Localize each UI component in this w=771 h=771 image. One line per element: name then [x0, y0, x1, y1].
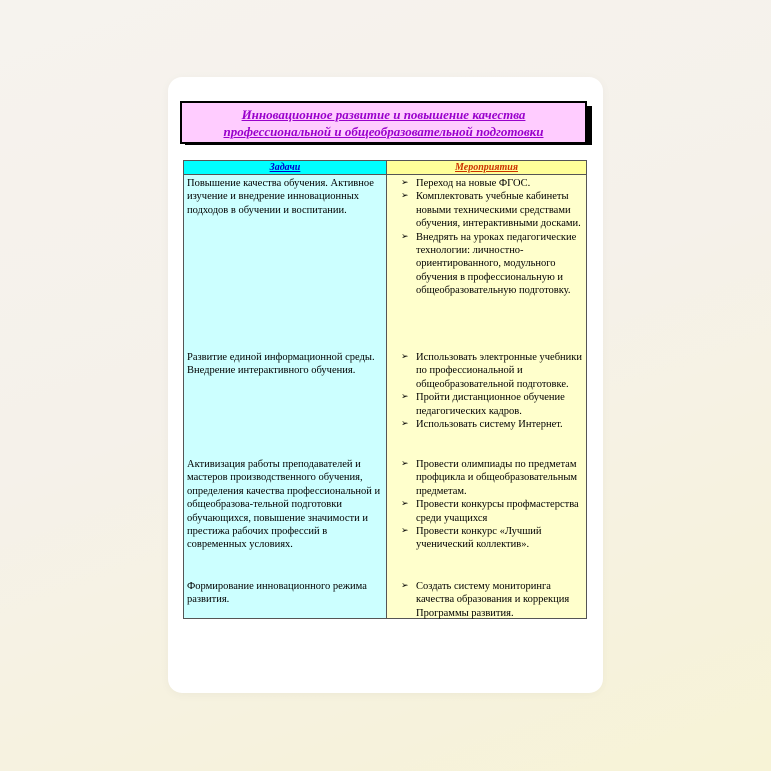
- arrow-bullet-icon: ➢: [401, 459, 409, 469]
- title-box: [180, 101, 587, 144]
- task-cell-3: Активизация работы преподавателей и мастеров производственного обучения, определения качества профессиональной и общеобразова-тельной подготовки обучающихся, повышение значимости и престижа рабочих профессий в современных условиях.: [187, 459, 381, 551]
- title-block: [180, 101, 592, 145]
- list-item: ➢ Использовать электронные учебники по профессиональной и общеобразовательной подготовке.: [401, 352, 583, 390]
- actions-list-2: [387, 351, 587, 431]
- document-card: [168, 77, 603, 693]
- task-cell-4: Формирование инновационного режима развития.: [187, 581, 367, 606]
- table-body: [184, 175, 586, 618]
- title-line-2: профессиональной и общеобразовательной подготовки: [223, 123, 544, 139]
- list-item: ➢ Создать систему мониторинга качества образования и коррекция Программы развития.: [401, 581, 570, 619]
- arrow-bullet-icon: ➢: [401, 499, 409, 510]
- actions-column: [387, 175, 586, 618]
- arrow-bullet-icon: ➢: [401, 419, 409, 430]
- list-item: ➢ Переход на новые ФГОС.: [401, 178, 531, 189]
- tasks-column: [184, 175, 387, 618]
- arrow-bullet-icon: ➢: [401, 191, 409, 202]
- arrow-bullet-icon: ➢: [401, 526, 409, 537]
- tasks-table: [183, 160, 587, 619]
- header-tasks: Задачи: [184, 161, 387, 174]
- list-item: ➢ Провести конкурс «Лучший ученический коллектив».: [401, 526, 542, 551]
- actions-list-3: [387, 458, 587, 552]
- table-header: [184, 161, 586, 175]
- arrow-bullet-icon: ➢: [401, 231, 409, 242]
- arrow-bullet-icon: ➢: [401, 352, 409, 362]
- task-cell-1: Повышение качества обучения. Активное изучение и внедрение инновационных подходов в обучении и воспитании.: [187, 178, 374, 216]
- actions-list-4: [387, 580, 587, 620]
- list-item: ➢ Комплектовать учебные кабинеты новыми техническими средствами обучения, интерактивными досками.: [401, 191, 581, 230]
- header-actions: Мероприятия: [387, 161, 586, 174]
- list-item: ➢ Провести олимпиады по предметам профцикла и общеобразовательным предметам.: [401, 459, 578, 497]
- arrow-bullet-icon: ➢: [401, 392, 409, 403]
- task-cell-2: Развитие единой информационной среды. Внедрение интерактивного обучения.: [187, 352, 375, 377]
- list-item: ➢ Пройти дистанционное обучение педагогических кадров.: [401, 392, 565, 417]
- list-item: ➢ Провести конкурсы профмастерства среди учащихся: [401, 499, 579, 524]
- arrow-bullet-icon: ➢: [401, 178, 409, 188]
- list-item: ➢ Внедрять на уроках педагогические технологии: личностно-ориентированного, модульного обучения в профессиональную и общеобразовательную подготовку.: [401, 231, 577, 297]
- title-line-1: Инновационное развитие и повышение качества: [241, 106, 526, 122]
- arrow-bullet-icon: ➢: [401, 581, 409, 591]
- list-item: ➢ Использовать систему Интернет.: [401, 419, 563, 431]
- actions-list-1: [387, 177, 587, 298]
